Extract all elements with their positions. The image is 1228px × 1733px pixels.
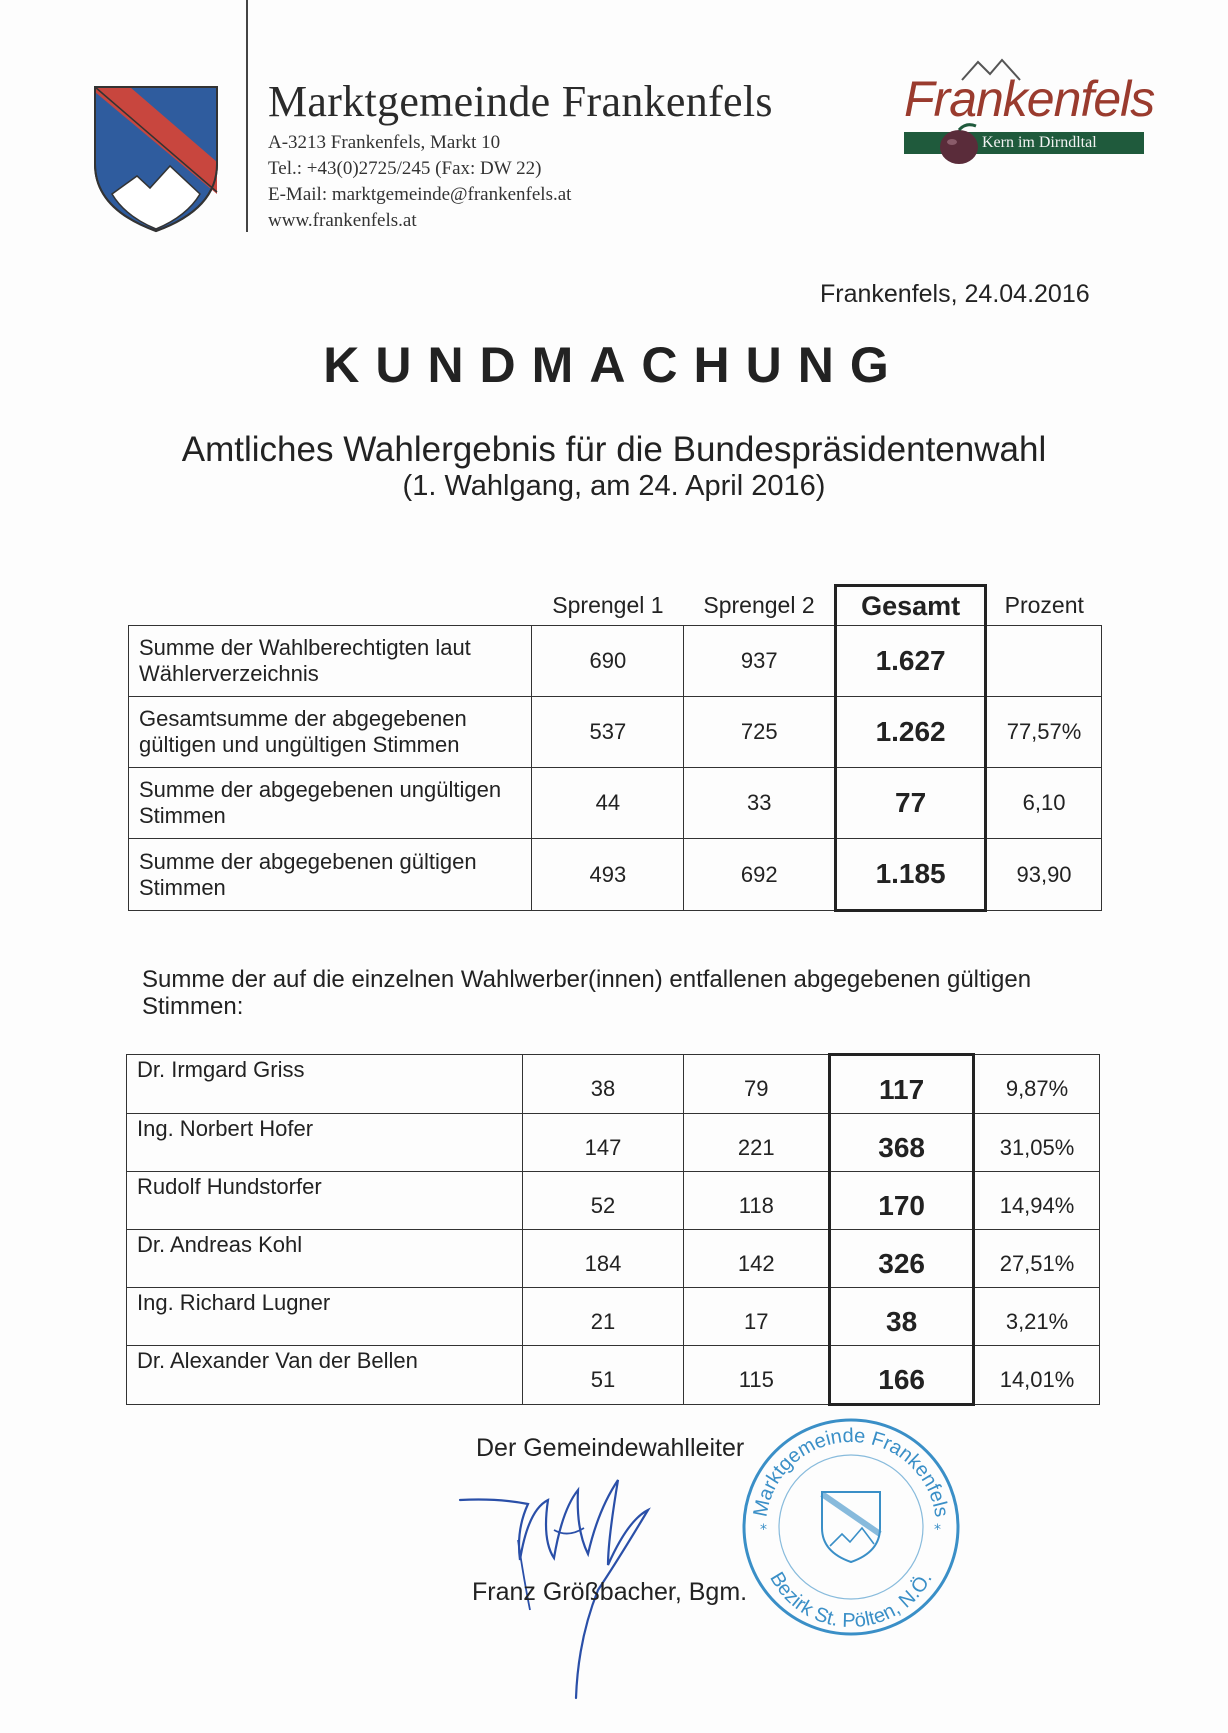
logo-tagline: Kern im Dirndltal	[982, 134, 1097, 151]
cell-sprengel2: 142	[684, 1230, 830, 1288]
coat-of-arms-icon	[92, 84, 220, 234]
frankenfels-logo	[900, 58, 1155, 178]
cell-sprengel2: 79	[684, 1055, 830, 1114]
document-date: Frankenfels, 24.04.2016	[820, 280, 1090, 308]
cell-sprengel1: 493	[532, 839, 684, 911]
cell-sprengel2: 937	[684, 626, 836, 697]
svg-text:*: *	[934, 1522, 941, 1538]
candidate-name: Ing. Norbert Hofer	[127, 1114, 523, 1172]
org-email: E-Mail: marktgemeinde@frankenfels.at	[268, 184, 572, 205]
svg-text:*: *	[760, 1522, 767, 1538]
cell-sprengel1: 147	[522, 1114, 684, 1172]
candidates-table	[126, 1053, 1100, 1406]
cell-sprengel1: 21	[522, 1288, 684, 1346]
column-header-sprengel2: Sprengel 2	[703, 591, 815, 618]
org-website: www.frankenfels.at	[268, 210, 417, 231]
candidate-name: Dr. Alexander Van der Bellen	[127, 1346, 523, 1405]
row-label: Summe der Wahlberechtigten laut Wählerverzeichnis	[129, 626, 532, 697]
table-row	[129, 768, 1102, 839]
cell-sprengel1: 51	[522, 1346, 684, 1405]
logo-wordmark: Frankenfels	[904, 71, 1155, 127]
table-row	[127, 1055, 1100, 1114]
cell-sprengel2: 118	[684, 1172, 830, 1230]
cell-gesamt: 1.262	[836, 697, 986, 768]
official-seal	[740, 1416, 962, 1638]
cell-gesamt: 326	[830, 1230, 974, 1288]
cell-gesamt: 117	[830, 1055, 974, 1114]
cell-sprengel1: 690	[532, 626, 684, 697]
table-row	[127, 1346, 1100, 1405]
cell-gesamt: 166	[830, 1346, 974, 1405]
row-label: Summe der abgegebenen ungültigen Stimmen	[129, 768, 532, 839]
cell-sprengel2: 692	[684, 839, 836, 911]
candidate-name: Ing. Richard Lugner	[127, 1288, 523, 1346]
row-label: Summe der abgegebenen gültigen Stimmen	[129, 839, 532, 911]
cell-prozent: 77,57%	[986, 697, 1102, 768]
cell-prozent: 31,05%	[974, 1114, 1100, 1172]
row-label: Gesamtsumme der abgegebenen gültigen und ungültigen Stimmen	[129, 697, 532, 768]
plum-icon	[936, 122, 982, 168]
cell-sprengel1: 52	[522, 1172, 684, 1230]
cell-prozent: 14,01%	[974, 1346, 1100, 1405]
cell-sprengel2: 17	[684, 1288, 830, 1346]
header-divider	[246, 0, 248, 232]
cell-prozent: 27,51%	[974, 1230, 1100, 1288]
cell-prozent: 93,90	[986, 839, 1102, 911]
cell-sprengel1: 44	[532, 768, 684, 839]
org-address: A-3213 Frankenfels, Markt 10	[268, 132, 501, 153]
signer-name: Franz Größbacher, Bgm.	[472, 1578, 748, 1606]
cell-prozent: 9,87%	[974, 1055, 1100, 1114]
turnout-table	[128, 584, 1102, 912]
org-phone: Tel.: +43(0)2725/245 (Fax: DW 22)	[268, 158, 542, 179]
cell-gesamt: 1.627	[836, 626, 986, 697]
cell-prozent	[986, 626, 1102, 697]
table-header-row	[129, 586, 1102, 626]
table-row	[129, 839, 1102, 911]
document-title: KUNDMACHUNG	[323, 337, 905, 393]
cell-gesamt: 170	[830, 1172, 974, 1230]
org-name: Marktgemeinde Frankenfels	[268, 77, 773, 126]
cell-sprengel1: 38	[522, 1055, 684, 1114]
cell-gesamt: 38	[830, 1288, 974, 1346]
cell-gesamt: 1.185	[836, 839, 986, 911]
cell-sprengel2: 221	[684, 1114, 830, 1172]
header-spacer	[129, 586, 532, 626]
cell-sprengel2: 725	[684, 697, 836, 768]
signer-title: Der Gemeindewahlleiter	[476, 1434, 745, 1462]
candidate-name: Dr. Irmgard Griss	[127, 1055, 523, 1114]
candidate-name: Dr. Andreas Kohl	[127, 1230, 523, 1288]
cell-prozent: 3,21%	[974, 1288, 1100, 1346]
table-row	[129, 697, 1102, 768]
table-row	[127, 1114, 1100, 1172]
seal-top-text: Marktgemeinde Frankenfels	[749, 1424, 953, 1519]
document-subtitle-date: (1. Wahlgang, am 24. April 2016)	[402, 470, 826, 502]
cell-sprengel1: 537	[532, 697, 684, 768]
candidate-name: Rudolf Hundstorfer	[127, 1172, 523, 1230]
cell-sprengel1: 184	[522, 1230, 684, 1288]
table-row	[127, 1172, 1100, 1230]
cell-sprengel2: 115	[684, 1346, 830, 1405]
cell-gesamt: 368	[830, 1114, 974, 1172]
table-row	[127, 1230, 1100, 1288]
cell-prozent: 14,94%	[974, 1172, 1100, 1230]
candidates-intro: Summe der auf die einzelnen Wahlwerber(innen) entfallenen abgegebenen gültigen Stimmen:	[142, 966, 1032, 1020]
seal-bottom-text: Bezirk St. Pölten, N.Ö.	[765, 1568, 937, 1633]
column-header-sprengel1: Sprengel 1	[552, 591, 664, 618]
cell-prozent: 6,10	[986, 768, 1102, 839]
cell-gesamt: 77	[836, 768, 986, 839]
column-header-gesamt: Gesamt	[836, 586, 986, 626]
column-header-prozent: Prozent	[1004, 591, 1084, 618]
document-subtitle: Amtliches Wahlergebnis für die Bundespräsidentenwahl	[181, 430, 1047, 469]
table-row	[127, 1288, 1100, 1346]
table-row	[129, 626, 1102, 697]
cell-sprengel2: 33	[684, 768, 836, 839]
